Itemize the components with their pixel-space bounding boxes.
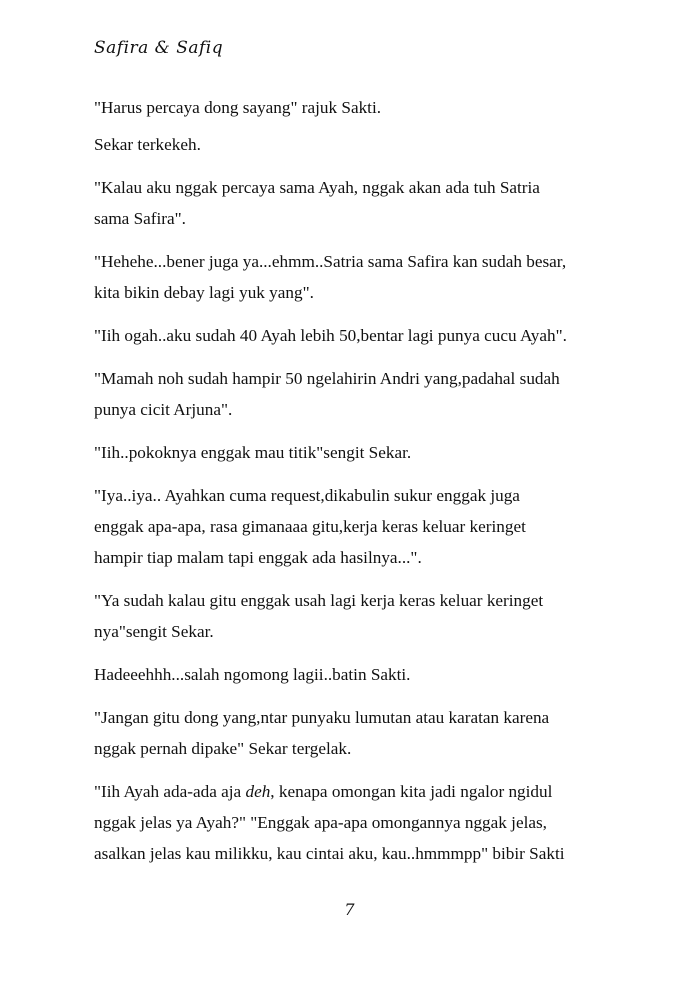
text-line: asalkan jelas kau milikku, kau cintai aku, kau..hmmmpp" bibir Sakti <box>94 844 565 863</box>
text-line: "Ya sudah kalau gitu enggak usah lagi kerja keras keluar keringet <box>94 591 544 610</box>
text-run: , kenapa omongan kita jadi ngalor ngidul <box>270 782 553 801</box>
italic-word: deh <box>245 782 271 801</box>
paragraph-4 <box>94 246 634 308</box>
text-line: "Jangan gitu dong yang,ntar punyaku lumutan atau karatan karena <box>94 708 550 727</box>
text-line: sama Safira". <box>94 209 186 228</box>
text-line: "Kalau aku nggak percaya sama Ayah, nggak akan ada tuh Satria <box>94 178 540 197</box>
text-line: nya"sengit Sekar. <box>94 622 214 641</box>
text-line: "Iih ogah..aku sudah 40 Ayah lebih 50,bentar lagi punya cucu Ayah". <box>94 326 567 345</box>
text-line: Hadeeehhh...salah ngomong lagii..batin Sakti. <box>94 665 411 684</box>
text-line: kita bikin debay lagi yuk yang". <box>94 283 314 302</box>
paragraph-3 <box>94 172 634 234</box>
page-number: 7 <box>344 900 355 919</box>
text-line: hampir tiap malam tapi enggak ada hasilnya...". <box>94 548 422 567</box>
text-line <box>94 776 634 807</box>
text-line: "Iih..pokoknya enggak mau titik"sengit Sekar. <box>94 443 412 462</box>
text-line: "Iya..iya.. Ayahkan cuma request,dikabulin sukur enggak juga <box>94 486 520 505</box>
paragraph-10 <box>94 659 634 690</box>
paragraph-11 <box>94 702 634 764</box>
text-line: nggak jelas ya Ayah?" "Enggak apa-apa omongannya nggak jelas, <box>94 813 547 832</box>
paragraph-2 <box>94 129 634 160</box>
text-line: nggak pernah dipake" Sekar tergelak. <box>94 739 352 758</box>
paragraph-6 <box>94 363 634 425</box>
text-line: "Hehehe...bener juga ya...ehmm..Satria sama Safira kan sudah besar, <box>94 252 567 271</box>
text-line: "Mamah noh sudah hampir 50 ngelahirin Andri yang,padahal sudah <box>94 369 560 388</box>
text-line: enggak apa-apa, rasa gimanaaa gitu,kerja keras keluar keringet <box>94 517 526 536</box>
text-line: "Harus percaya dong sayang" rajuk Sakti. <box>94 98 382 117</box>
text-line: Sekar terkekeh. <box>94 135 201 154</box>
paragraph-1 <box>94 92 634 123</box>
paragraph-5 <box>94 320 634 351</box>
paragraph-7 <box>94 437 634 468</box>
paragraph-9 <box>94 585 634 647</box>
paragraph-8 <box>94 480 634 573</box>
text-run: "Iih Ayah ada-ada aja <box>94 782 246 801</box>
body-text <box>94 92 634 881</box>
text-line: punya cicit Arjuna". <box>94 400 233 419</box>
running-header: Safira & Safiq <box>94 38 224 58</box>
paragraph-12 <box>94 776 634 869</box>
